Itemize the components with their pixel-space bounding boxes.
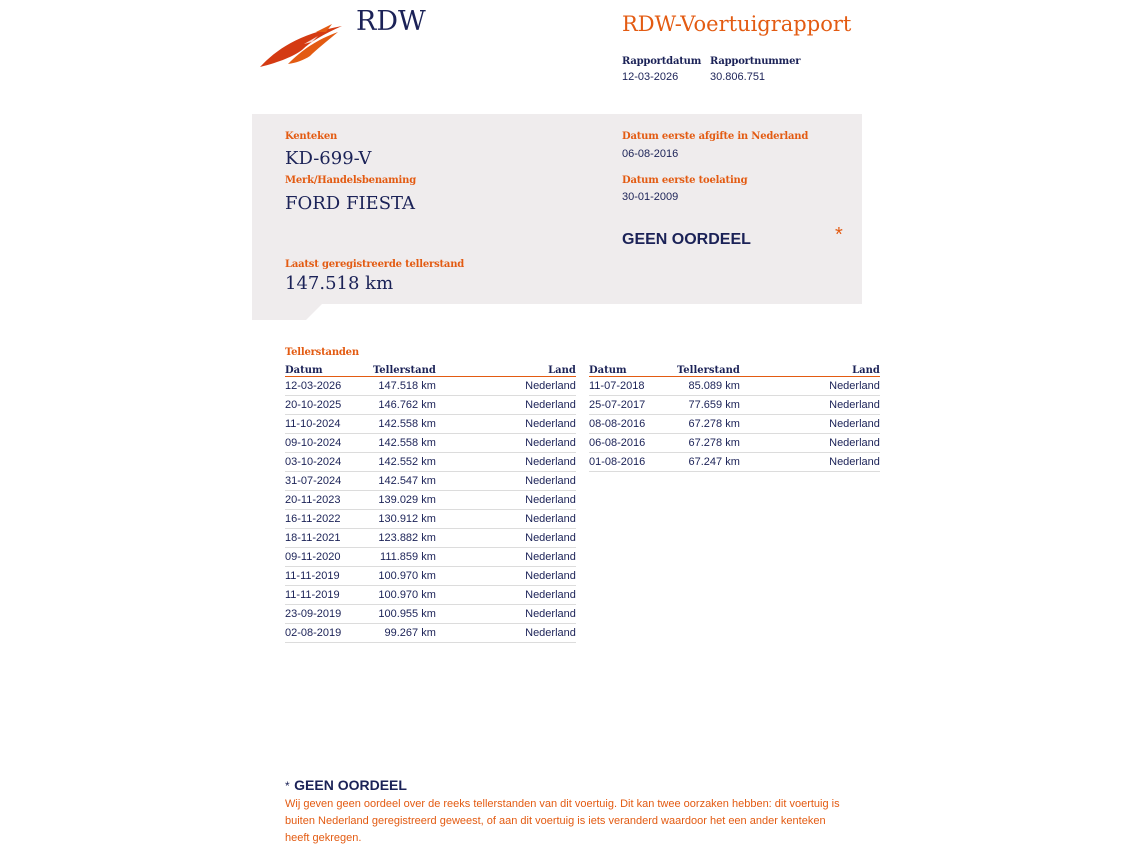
odometer-date: 06-08-2016 [589, 434, 677, 453]
odometer-date: 11-11-2019 [285, 567, 373, 586]
first-issue-nl-label: Datum eerste afgifte in Nederland [622, 131, 809, 142]
logo-text: RDW [356, 6, 426, 37]
first-issue-nl-value: 06-08-2016 [622, 148, 679, 160]
odometer-reading: 130.912 km [373, 510, 436, 529]
odometer-row [285, 605, 576, 624]
col-reading-header: Tellerstand [677, 364, 740, 376]
footnote-asterisk: * [285, 779, 290, 793]
odometer-country: Nederland [436, 586, 576, 605]
odometer-country: Nederland [436, 434, 576, 453]
odometer-reading: 123.882 km [373, 529, 436, 548]
odometer-date: 16-11-2022 [285, 510, 373, 529]
odometer-reading: 142.547 km [373, 472, 436, 491]
odometer-row [285, 453, 576, 472]
footnote-text: Wij geven geen oordeel over de reeks tellerstanden van dit voertuig. Dit kan twee oorzaken hebben: dit voertuig is buiten Nederland geregistreerd geweest, of aan dit voertuig is iets veranderd waardoor het een ander kenteken heeft gekregen. [285, 798, 840, 844]
last-odometer-value: 147.518 km [285, 273, 394, 294]
report-date-label: Rapportdatum [622, 56, 702, 67]
odometer-country: Nederland [740, 377, 880, 396]
odometer-reading: 142.558 km [373, 415, 436, 434]
odometer-reading: 147.518 km [373, 377, 436, 396]
odometer-table-right [589, 364, 880, 472]
odometer-date: 20-11-2023 [285, 491, 373, 510]
odometer-date: 20-10-2025 [285, 396, 373, 415]
odometer-reading: 67.278 km [677, 415, 740, 434]
odometer-country: Nederland [436, 624, 576, 643]
odometer-date: 31-07-2024 [285, 472, 373, 491]
last-odometer-label: Laatst geregistreerde tellerstand [285, 259, 465, 270]
odometer-country: Nederland [436, 472, 576, 491]
report-number-label: Rapportnummer [710, 56, 801, 67]
odometer-country: Nederland [740, 453, 880, 472]
first-admission-value: 30-01-2009 [622, 191, 679, 203]
rdw-logo-icon [258, 20, 344, 70]
odometer-date: 18-11-2021 [285, 529, 373, 548]
col-country-header: Land [740, 364, 880, 377]
report-title: RDW-Voertuigrapport [622, 12, 852, 36]
make-value: FORD FIESTA [285, 193, 416, 214]
odometer-country: Nederland [740, 415, 880, 434]
odometer-row [285, 529, 576, 548]
odometer-row [285, 415, 576, 434]
odometer-country: Nederland [436, 396, 576, 415]
odometer-reading: 100.970 km [373, 567, 436, 586]
odometer-table-left [285, 364, 576, 643]
odometer-reading: 77.659 km [677, 396, 740, 415]
odometer-country: Nederland [740, 434, 880, 453]
odometer-country: Nederland [436, 453, 576, 472]
odometer-reading: 100.955 km [373, 605, 436, 624]
odometer-date: 11-11-2019 [285, 586, 373, 605]
odometer-row [285, 548, 576, 567]
odometer-row [285, 472, 576, 491]
verdict: GEEN OORDEEL [622, 231, 751, 248]
odometer-reading: 100.970 km [373, 586, 436, 605]
odometer-date: 09-11-2020 [285, 548, 373, 567]
odometer-date: 08-08-2016 [589, 415, 677, 434]
col-date-header: Datum [589, 364, 677, 377]
odometer-date: 11-10-2024 [285, 415, 373, 434]
odometer-row [589, 415, 880, 434]
odometer-reading: 142.558 km [373, 434, 436, 453]
odometer-reading: 99.267 km [373, 624, 436, 643]
odometer-row [285, 624, 576, 643]
odometer-reading: 142.552 km [373, 453, 436, 472]
odometer-reading: 146.762 km [373, 396, 436, 415]
odometer-row [589, 396, 880, 415]
make-label: Merk/Handelsbenaming [285, 175, 417, 186]
verdict-asterisk: * [835, 224, 843, 246]
plate-value: KD-699-V [285, 148, 372, 169]
odometer-date: 03-10-2024 [285, 453, 373, 472]
odometer-date: 09-10-2024 [285, 434, 373, 453]
odometer-country: Nederland [740, 396, 880, 415]
odometer-date: 12-03-2026 [285, 377, 373, 396]
odometer-row [589, 377, 880, 396]
odometer-date: 23-09-2019 [285, 605, 373, 624]
odometer-country: Nederland [436, 491, 576, 510]
odometer-country: Nederland [436, 510, 576, 529]
odometer-country: Nederland [436, 377, 576, 396]
odometer-row [589, 434, 880, 453]
odometer-date: 25-07-2017 [589, 396, 677, 415]
odometer-reading: 85.089 km [677, 377, 740, 396]
odometer-reading: 139.029 km [373, 491, 436, 510]
col-country-header: Land [436, 364, 576, 377]
odometer-reading: 111.859 km [373, 548, 436, 567]
odometer-reading: 67.278 km [677, 434, 740, 453]
footnote-heading [285, 777, 407, 795]
odometer-row [285, 567, 576, 586]
odometer-row [285, 377, 576, 396]
odometer-row [285, 586, 576, 605]
odometer-date: 01-08-2016 [589, 453, 677, 472]
odometer-row [285, 510, 576, 529]
report-date: 12-03-2026 [622, 71, 679, 83]
col-date-header: Datum [285, 364, 373, 377]
first-admission-label: Datum eerste toelating [622, 175, 748, 186]
odometer-row [285, 434, 576, 453]
report-number: 30.806.751 [710, 71, 766, 83]
odometer-country: Nederland [436, 529, 576, 548]
odometer-row [589, 453, 880, 472]
odometer-country: Nederland [436, 415, 576, 434]
odometer-reading: 67.247 km [677, 453, 740, 472]
odometer-row [285, 491, 576, 510]
odometer-country: Nederland [436, 567, 576, 586]
footnote-title: GEEN OORDEEL [294, 777, 407, 793]
odometer-date: 02-08-2019 [285, 624, 373, 643]
odometer-country: Nederland [436, 605, 576, 624]
odometer-date: 11-07-2018 [589, 377, 677, 396]
odometer-row [285, 396, 576, 415]
col-reading-header: Tellerstand [373, 364, 436, 376]
odometer-section-title: Tellerstanden [285, 347, 359, 358]
odometer-country: Nederland [436, 548, 576, 567]
plate-label: Kenteken [285, 131, 338, 142]
